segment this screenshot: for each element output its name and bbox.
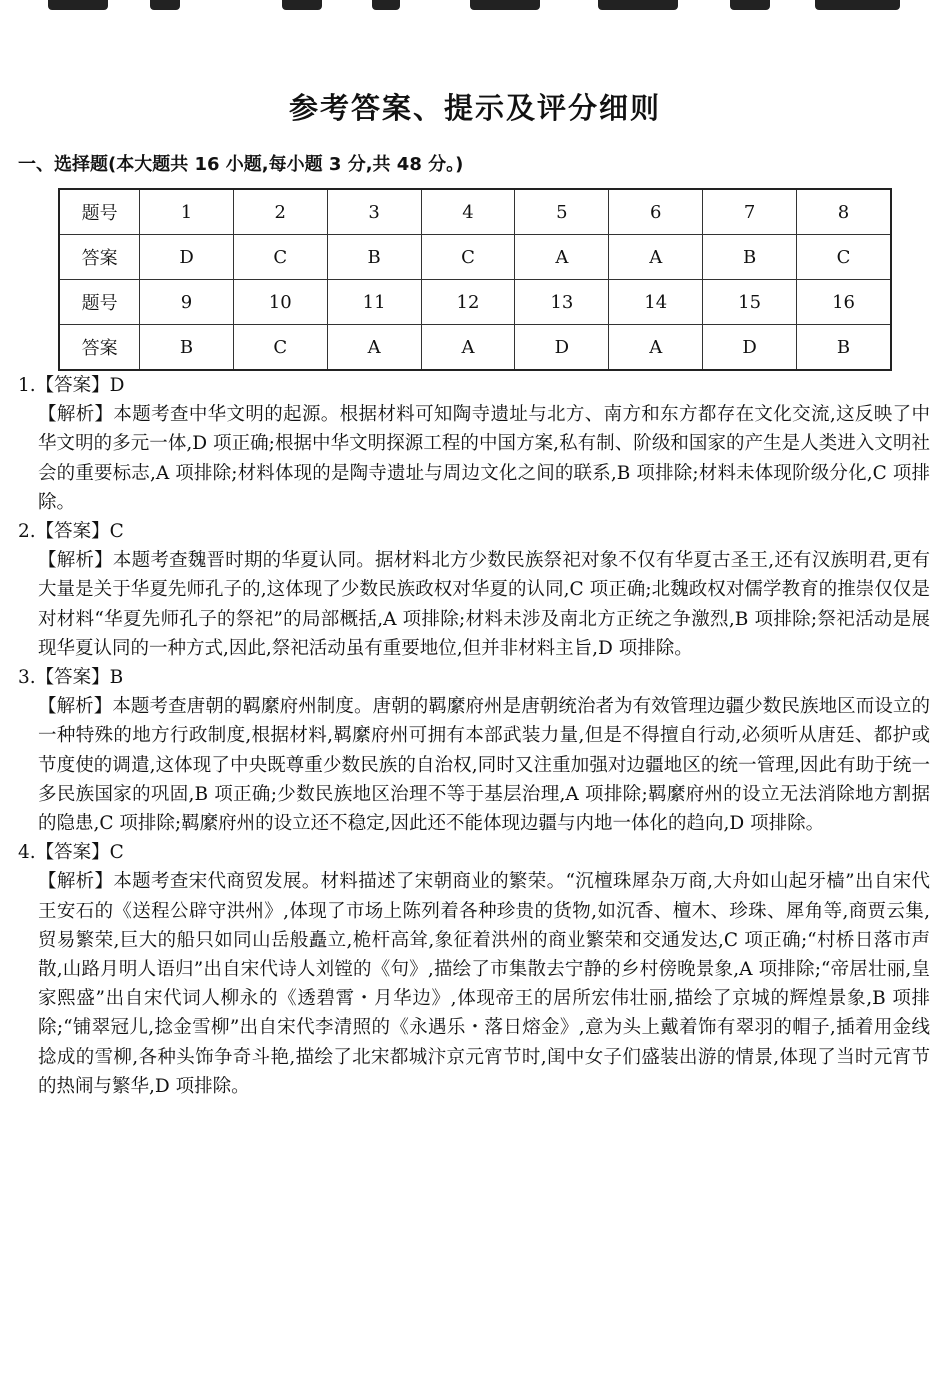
question-2-answer: 2.【答案】C	[18, 521, 124, 543]
row-label: 题号	[59, 280, 140, 325]
table-cell: 12	[421, 280, 515, 325]
table-cell: 3	[327, 189, 421, 235]
table-cell: 2	[233, 189, 327, 235]
question-3-analysis: 【解析】本题考查唐朝的羁縻府州制度。唐朝的羁縻府州是唐朝统治者为有效管理边疆少数民族地区而设立的一种特殊的地方行政制度,根据材料,羁縻府州可拥有本部武装力量,但是不得擅自行动,必须听从唐廷、都护或节度使的调遣,这体现了中央既尊重少数民族的自治权,同时又注重加强对边疆地区的统一管理,因此有助于统一多民族国家的巩固,B 项正确;少数民族地区治理不等于基层治理,A 项排除;羁縻府州的设立无法消除地方割据的隐患,C 项排除;羁縻府州的设立还不稳定,因此还不能体现边疆与内地一体化的趋向,D 项排除。	[38, 696, 930, 835]
row-label: 答案	[59, 325, 140, 371]
table-cell: 15	[703, 280, 797, 325]
page-title: 参考答案、提示及评分细则	[288, 91, 661, 125]
table-cell: D	[140, 235, 234, 280]
table-cell: C	[233, 325, 327, 371]
table-row-numbers-1	[59, 189, 891, 235]
table-cell: A	[327, 325, 421, 371]
table-cell: 7	[703, 189, 797, 235]
table-cell: 11	[327, 280, 421, 325]
table-cell: B	[140, 325, 234, 371]
table-cell: 9	[140, 280, 234, 325]
table-cell: 13	[515, 280, 609, 325]
table-cell: 10	[233, 280, 327, 325]
question-3-answer: 3.【答案】B	[18, 667, 124, 689]
row-label: 答案	[59, 235, 140, 280]
table-cell: C	[233, 235, 327, 280]
table-cell: A	[421, 325, 515, 371]
cropped-header-strip	[0, 0, 950, 62]
table-cell: 5	[515, 189, 609, 235]
table-cell: B	[327, 235, 421, 280]
question-2-analysis: 【解析】本题考查魏晋时期的华夏认同。据材料北方少数民族祭祀对象不仅有华夏古圣王,还有汉族明君,更有大量是关于华夏先师孔子的,这体现了少数民族政权对华夏的认同,C 项正确;北魏政权对儒学教育的推崇仅仅是对材料“华夏先师孔子的祭祀”的局部概括,A 项排除;材料未涉及南北方正统之争激烈,B 项排除;祭祀活动是展现华夏认同的一种方式,因此,祭祀活动虽有重要地位,但并非材料主旨,D 项排除。	[38, 550, 930, 659]
table-cell: A	[609, 235, 703, 280]
section-heading: 一、选择题(本大题共 16 小题,每小题 3 分,共 48 分。)	[18, 154, 464, 175]
table-cell: D	[703, 325, 797, 371]
question-4-analysis: 【解析】本题考查宋代商贸发展。材料描述了宋朝商业的繁荣。“沉檀珠犀杂万商,大舟如山起牙樯”出自宋代王安石的《送程公辟守洪州》,体现了市场上陈列着各种珍贵的货物,如沉香、檀木、珍珠、犀角等,商贾云集,贸易繁荣,巨大的船只如同山岳般矗立,桅杆高耸,象征着洪州的商业繁荣和交通发达,C 项正确;“村桥日落市声散,山路月明人语归”出自宋代诗人刘镗的《句》,描绘了市集散去宁静的乡村傍晚景象,A 项排除;“帝居壮丽,皇家熙盛”出自宋代词人柳永的《透碧霄・月华边》,体现帝王的居所宏伟壮丽,描绘了京城的辉煌景象,B 项排除;“铺翠冠儿,捻金雪柳”出自宋代李清照的《永遇乐・落日熔金》,意为头上戴着饰有翠羽的帽子,插着用金线捻成的雪柳,各种头饰争奇斗艳,描绘了北宋都城汴京元宵节时,闺中女子们盛装出游的情景,体现了当时元宵节的热闹与繁华,D 项排除。	[38, 871, 930, 1097]
table-cell: B	[703, 235, 797, 280]
table-cell: A	[609, 325, 703, 371]
table-cell: 14	[609, 280, 703, 325]
table-cell: 4	[421, 189, 515, 235]
table-cell: B	[797, 325, 891, 371]
table-cell: 1	[140, 189, 234, 235]
table-row-numbers-2	[59, 280, 891, 325]
table-cell: D	[515, 325, 609, 371]
question-4-answer: 4.【答案】C	[18, 842, 124, 864]
table-cell: C	[797, 235, 891, 280]
question-1-analysis: 【解析】本题考查中华文明的起源。根据材料可知陶寺遗址与北方、南方和东方都存在文化交流,这反映了中华文明的多元一体,D 项正确;根据中华文明探源工程的中国方案,私有制、阶级和国家的产生是人类进入文明社会的重要标志,A 项排除;材料体现的是陶寺遗址与周边文化之间的联系,B 项排除;材料未体现阶级分化,C 项排除。	[38, 404, 930, 513]
table-cell: A	[515, 235, 609, 280]
table-row-answers-2	[59, 325, 891, 371]
question-1-answer: 1.【答案】D	[18, 375, 125, 396]
table-cell: 16	[797, 280, 891, 325]
row-label: 题号	[59, 189, 140, 235]
table-cell: 8	[797, 189, 891, 235]
answer-table	[58, 188, 892, 371]
table-cell: 6	[609, 189, 703, 235]
table-cell: C	[421, 235, 515, 280]
explanations	[18, 371, 930, 1101]
table-row-answers-1	[59, 235, 891, 280]
